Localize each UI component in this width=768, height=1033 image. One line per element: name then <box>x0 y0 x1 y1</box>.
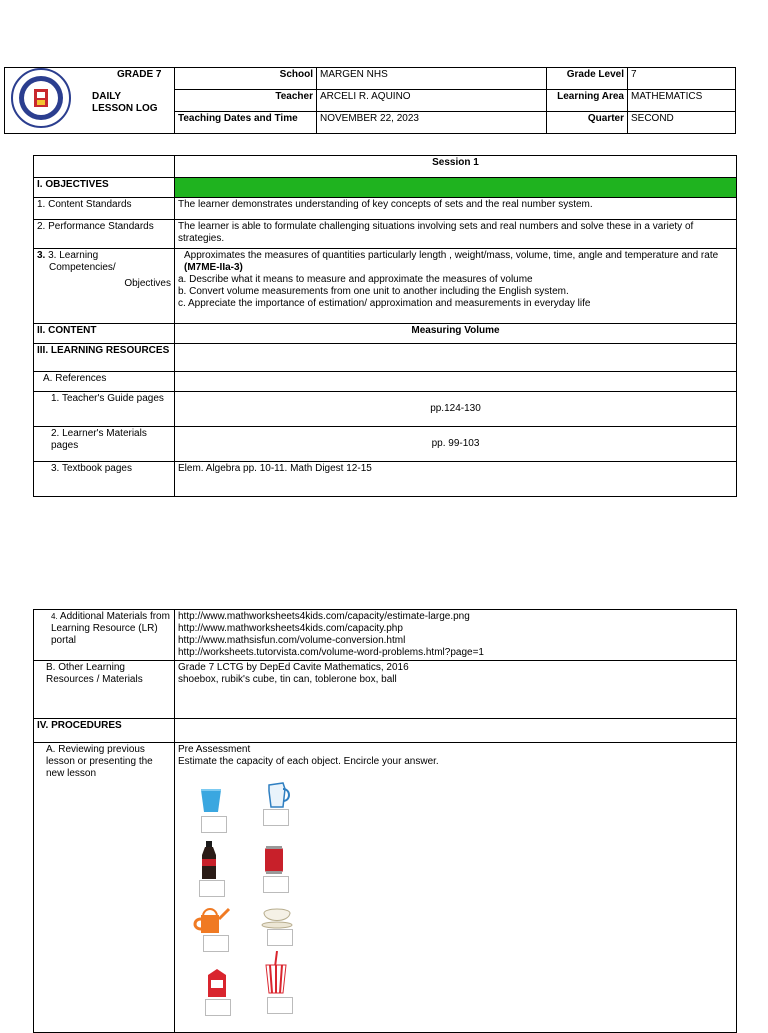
soda-can-icon <box>263 845 285 875</box>
performance-standards-label: 2. Performance Standards <box>34 220 175 249</box>
soda-bottle-options[interactable] <box>199 880 225 897</box>
dates-label: Teaching Dates and Time <box>175 112 317 134</box>
grade-label: GRADE 7 <box>117 69 162 80</box>
pitcher-options[interactable] <box>263 809 289 826</box>
teacup-options[interactable] <box>267 929 293 946</box>
learning-area-value: MATHEMATICS <box>628 90 736 112</box>
teacher-label: Teacher <box>175 90 317 112</box>
competencies-label: 3. 3. Learning Competencies/ Objectives <box>34 249 175 324</box>
cup-options[interactable] <box>201 816 227 833</box>
lm-value: pp. 99-103 <box>175 427 737 462</box>
procedures-heading: IV. PROCEDURES <box>34 719 175 743</box>
school-label: School <box>175 68 317 90</box>
references-label: A. References <box>34 372 175 392</box>
content-heading: II. CONTENT <box>34 324 175 344</box>
lm-label: 2. Learner's Materials pages <box>34 427 175 462</box>
watering-can-icon <box>189 905 231 935</box>
textbook-label: 3. Textbook pages <box>34 462 175 497</box>
pitcher-icon <box>261 779 293 811</box>
objective-a: a. Describe what it means to measure and approximate the measures of volume <box>178 274 533 285</box>
content-standards-text: The learner demonstrates understanding of key concepts of sets and the real number system. <box>175 198 737 220</box>
soda-bottle-icon <box>199 841 219 879</box>
header-logo-cell <box>5 68 175 134</box>
quarter-value: SECOND <box>628 112 736 134</box>
procedure-a-label: A. Reviewing previous lesson or presenting the new lesson <box>34 743 175 1033</box>
drink-cup-options[interactable] <box>267 997 293 1014</box>
other-resources-text: Grade 7 LCTG by DepEd Cavite Mathematics, 2016 shoebox, rubik's cube, tin can, toblerone box, ball <box>175 661 737 719</box>
competency-code: (M7ME-IIa-3) <box>184 262 243 273</box>
additional-materials-label: 4. Additional Materials from Learning Resource (LR) portal <box>34 610 175 661</box>
learning-area-label: Learning Area <box>547 90 628 112</box>
session-title: Session 1 <box>175 156 737 178</box>
objectives-accent-bar <box>175 178 737 198</box>
soda-can-options[interactable] <box>263 876 289 893</box>
tg-value: pp.124-130 <box>175 392 737 427</box>
link-item[interactable]: http://worksheets.tutorvista.com/volume-word-problems.html?page=1 <box>178 647 484 658</box>
lesson-table <box>33 155 737 497</box>
deped-seal-icon <box>10 68 72 130</box>
textbook-value: Elem. Algebra pp. 10-11. Math Digest 12-15 <box>175 462 737 497</box>
resources-heading: III. LEARNING RESOURCES <box>34 344 175 372</box>
quarter-label: Quarter <box>547 112 628 134</box>
objective-b: b. Convert volume measurements from one unit to another including the English system. <box>178 286 569 297</box>
daily-label: DAILY <box>92 91 122 102</box>
drink-cup-icon <box>263 951 289 995</box>
pre-assessment-title: Pre Assessment <box>178 744 251 755</box>
objective-c: c. Appreciate the importance of estimation/ approximation and measurements in everyday life <box>178 298 591 309</box>
tg-label: 1. Teacher's Guide pages <box>34 392 175 427</box>
dates-value: NOVEMBER 22, 2023 <box>317 112 547 134</box>
links-list <box>175 610 737 661</box>
milk-carton-icon <box>205 967 229 997</box>
procedures-table <box>33 609 737 1033</box>
lesson-log-label: LESSON LOG <box>92 103 158 114</box>
link-item[interactable]: http://www.mathworksheets4kids.com/capacity/estimate-large.png <box>178 611 470 622</box>
other-resources-label: B. Other Learning Resources / Materials <box>34 661 175 719</box>
teacup-icon <box>261 907 293 929</box>
milk-carton-options[interactable] <box>205 999 231 1016</box>
content-standards-label: 1. Content Standards <box>34 198 175 220</box>
grade-level-value: 7 <box>628 68 736 90</box>
teacher-value: ARCELI R. AQUINO <box>317 90 547 112</box>
procedure-a-content <box>175 743 737 1033</box>
header-table <box>4 67 736 134</box>
cup-icon <box>197 787 225 815</box>
performance-standards-text: The learner is able to formulate challenging situations involving sets and real numbers and solve these in a variety of strategies. <box>175 220 737 249</box>
school-value: MARGEN NHS <box>317 68 547 90</box>
watering-can-options[interactable] <box>203 935 229 952</box>
pre-assessment-instruction: Estimate the capacity of each object. Encircle your answer. <box>178 756 439 767</box>
grade-level-label: Grade Level <box>547 68 628 90</box>
link-item[interactable]: http://www.mathworksheets4kids.com/capacity.php <box>178 623 403 634</box>
objectives-heading: I. OBJECTIVES <box>34 178 175 198</box>
content-value: Measuring Volume <box>175 324 737 344</box>
competencies-text: Approximates the measures of quantities particularly length , weight/mass, volume, time, angle and temperature and rate (M7ME-IIa-3) a. Describe what it means to measure and approximate the measures of volume b. Convert volume measurements from one unit to another including the English system. c. Appreciate the importance of estimation/ approximation and measurements in everyday life <box>175 249 737 324</box>
link-item[interactable]: http://www.mathsisfun.com/volume-conversion.html <box>178 635 406 646</box>
